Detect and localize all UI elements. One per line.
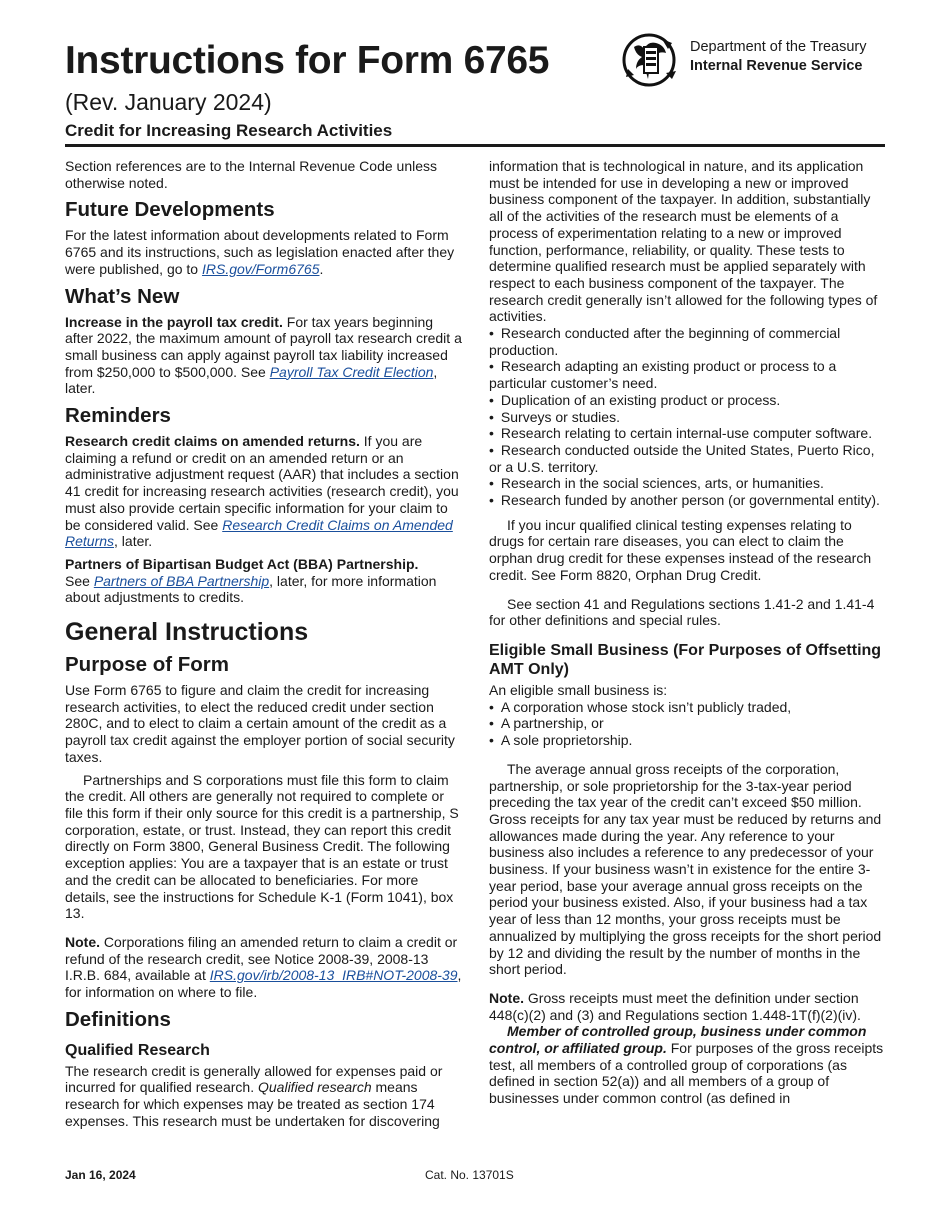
future-developments-text: For the latest information about developments related to Form 6765 and its instructions, such as legislation enacted after they were published, go to IRS.gov/Form6765. bbox=[65, 227, 455, 277]
research-credit-claims-link[interactable]: Research Credit Claims on Amended Returns bbox=[65, 516, 453, 550]
whats-new-heading: What’s New bbox=[65, 284, 180, 308]
list-item: • Research adapting an existing product or process to a particular customer’s need. bbox=[489, 358, 887, 391]
see-section-text: See section 41 and Regulations sections 1.41-2 and 1.41-4 for other definitions and special rules. bbox=[489, 595, 875, 629]
general-instructions-heading: General Instructions bbox=[65, 618, 309, 647]
qualified-research-text: The research credit is generally allowed for expenses paid or incurred for qualified research. Qualified research means research for which expenses may be treated as section 174 expenses. This research must be undertaken for discovering bbox=[65, 1062, 443, 1129]
page-title: Instructions for Form 6765 bbox=[65, 39, 550, 82]
irs-form6765-link[interactable]: IRS.gov/Form6765 bbox=[201, 260, 320, 277]
reminder-bba-partnership: Partners of Bipartisan Budget Act (BBA) Partnership. See Partners of BBA Partnership, later, for more information about adjustments to credits. bbox=[65, 555, 437, 606]
form-subtitle: Credit for Increasing Research Activities bbox=[65, 121, 393, 140]
list-item: • A corporation whose stock isn’t publicly traded, bbox=[489, 699, 887, 716]
gross-receipts-note: Note. Gross receipts must meet the definition under section 448(c)(2) and (3) and Regulations section 1.448-1T(f)(2)(iv). bbox=[489, 989, 861, 1023]
esb-list bbox=[489, 699, 887, 749]
list-item: • Surveys or studies. bbox=[489, 409, 887, 426]
whats-new-text: Increase in the payroll tax credit. For tax years beginning after 2022, the maximum amount of payroll tax research credit a small business can apply against payroll tax liability increased from $250,000 to $500,000. See Payroll Tax Credit Election, later. bbox=[65, 313, 462, 397]
purpose-paragraph-1: Use Form 6765 to figure and claim the credit for increasing research activities, to elect the reduced credit under section 280C, and to elect to claim a certain amount of the credit as a payroll tax credit against the employer portion of social security taxes. bbox=[65, 682, 455, 765]
list-item: • A sole proprietorship. bbox=[489, 732, 887, 749]
list-item: • Research funded by another person (or governmental entity). bbox=[489, 492, 887, 509]
irs-eagle-logo bbox=[622, 33, 684, 88]
definitions-heading: Definitions bbox=[65, 1007, 171, 1031]
agency-irs: Internal Revenue Service bbox=[690, 58, 863, 74]
agency-block bbox=[690, 38, 867, 76]
purpose-paragraph-2: Partnerships and S corporations must file this form to claim the credit. All others are generally not required to complete or file this form if their only source for this credit is a partnership, S corporation, estate, or trust. Instead, they can report this credit directly on Form 3800, General Business Credit. The following exception applies: You are a taxpayer that is an estate or trust and the credit can be allocated to beneficiaries. For more details, see the instructions for Schedule K-1 (Form 1041), box 13. bbox=[65, 771, 459, 922]
purpose-of-form-heading: Purpose of Form bbox=[65, 653, 230, 677]
list-item: • A partnership, or bbox=[489, 715, 887, 732]
partners-bba-link[interactable]: Partners of BBA Partnership bbox=[93, 572, 270, 589]
excluded-activities-list bbox=[489, 325, 887, 509]
footer-catalog-number: Cat. No. 13701S bbox=[425, 1168, 514, 1182]
payroll-tax-credit-election-link[interactable]: Payroll Tax Credit Election bbox=[269, 363, 434, 380]
list-item: • Research conducted outside the United States, Puerto Rico, or a U.S. territory. bbox=[489, 442, 887, 475]
revision-date: (Rev. January 2024) bbox=[65, 89, 272, 115]
footer-date: Jan 16, 2024 bbox=[65, 1168, 136, 1182]
list-item: • Research in the social sciences, arts, or humanities. bbox=[489, 475, 887, 492]
header-rule bbox=[65, 144, 885, 147]
esb-intro: An eligible small business is: bbox=[489, 681, 668, 698]
reminders-heading: Reminders bbox=[65, 404, 171, 428]
left-column bbox=[65, 158, 463, 1136]
controlled-group-text: Member of controlled group, business under common control, or affiliated group. For purposes of the gross receipts test, all members of a controlled group of corporations (as defined in section 52(a)) and all members of a group of businesses under common control (as defined in bbox=[489, 1023, 884, 1107]
right-column bbox=[489, 158, 887, 1113]
agency-department: Department of the Treasury bbox=[690, 39, 867, 55]
future-developments-heading: Future Developments bbox=[65, 198, 275, 222]
eligible-small-business-heading: Eligible Small Business (For Purposes of Offsetting AMT Only) bbox=[489, 641, 882, 678]
reminder-amended-returns: Research credit claims on amended returns. If you are claiming a refund or credit on an amended return or an administrative adjustment request (AAR) that includes a section 41 credit for increasing research activities (research credit), you must also provide certain specific information for your claim to be considered valid. See Research Credit Claims on Amended Returns, later. bbox=[65, 433, 459, 550]
list-item: • Research conducted after the beginning of commercial production. bbox=[489, 325, 887, 358]
purpose-note: Note. Corporations filing an amended return to claim a credit or refund of the research credit, see Notice 2008-39, 2008-13 I.R.B. 684, available at IRS.gov/irb/2008-13_IRB#NOT-2008-39, for information on where to file. bbox=[65, 933, 462, 1001]
qualified-research-heading: Qualified Research bbox=[65, 1041, 210, 1059]
gross-receipts-text: The average annual gross receipts of the corporation, partnership, or sole proprietorship for the 3-tax-year period preceding the tax year of the credit can’t exceed $50 million. Gross receipts for any tax year must be reduced by returns and allowances made during the year. Any reference to your business also includes a reference to any predecessor of your business. If your business wasn’t in existence for the entire 3-year period, base your average annual gross receipts on the period your business existed. Also, if your business had a tax year of less than 12 months, your gross receipts must be annualized by multiplying the gross receipts for the short period by 12 and dividing the result by the number of months in the short period. bbox=[489, 760, 882, 978]
qualified-research-continued: information that is technological in nature, and its application must be intended for use in developing a new or improved business component of the taxpayer. In addition, substantially all of the activities of the research must be elements of a process of experimentation relating to a new or improved function, performance, reliability, or quality. These tests to determine qualified research must be applied separately with respect to each business component of the taxpayer. The research credit generally isn’t allowed for the following types of activities. bbox=[489, 158, 878, 325]
list-item: • Research relating to certain internal-use computer software. bbox=[489, 425, 887, 442]
orphan-drug-text: If you incur qualified clinical testing expenses relating to drugs for certain rare diseases, you can elect to claim the orphan drug credit for these expenses instead of the research credit. See Form 8820, Orphan Drug Credit. bbox=[489, 516, 872, 583]
notice-2008-39-link[interactable]: IRS.gov/irb/2008-13_IRB#NOT-2008-39 bbox=[209, 967, 458, 984]
intro-text: Section references are to the Internal Revenue Code unless otherwise noted. bbox=[65, 158, 438, 191]
list-item: • Duplication of an existing product or process. bbox=[489, 392, 887, 409]
